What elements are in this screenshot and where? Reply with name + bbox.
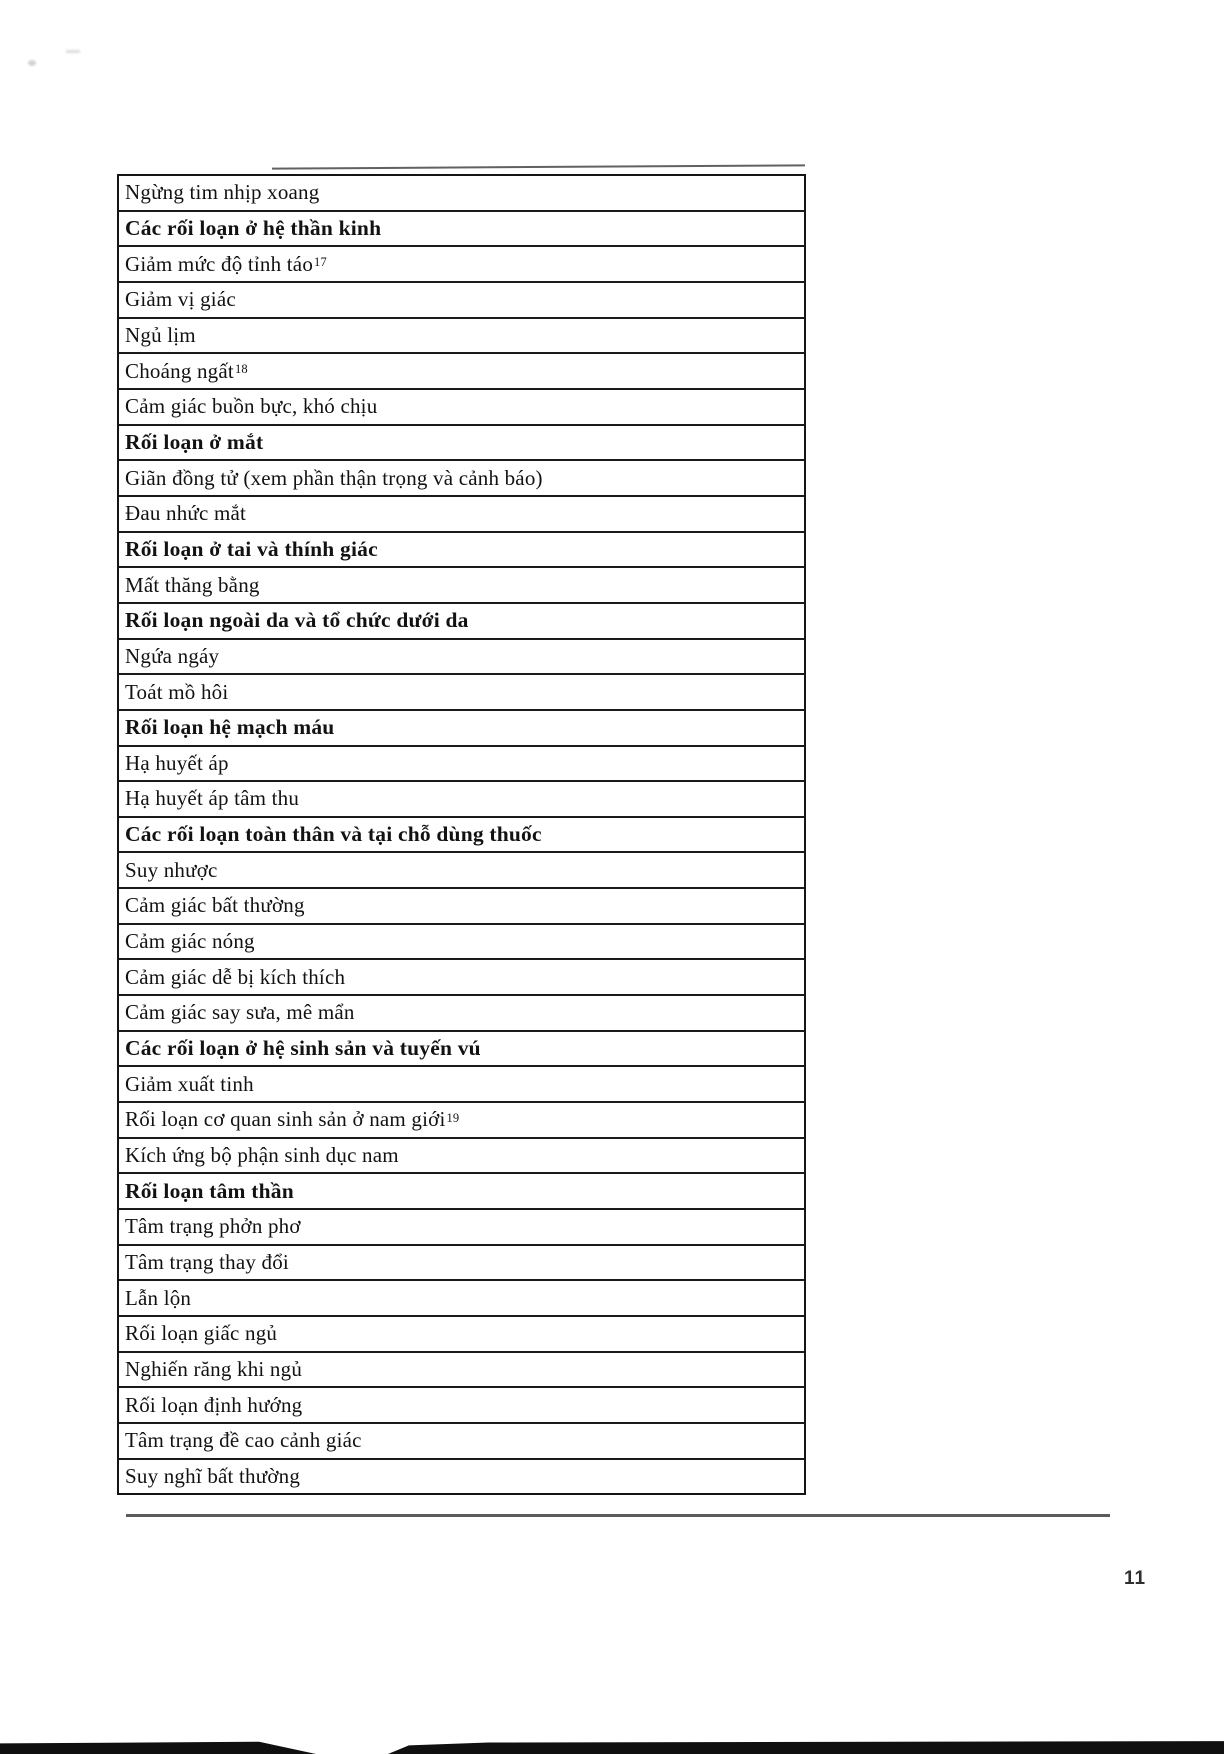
table-row <box>119 319 804 355</box>
table-row <box>119 675 804 711</box>
table-section-header-row <box>119 818 804 854</box>
table-row-text: Toát mồ hôi <box>125 679 229 704</box>
table-row-text: Cảm giác bất thường <box>125 893 305 918</box>
table-row-text: Rối loạn ngoài da và tổ chức dưới da <box>125 608 469 633</box>
table-row <box>119 568 804 604</box>
table-row <box>119 1388 804 1424</box>
table-row-text: Ngủ lịm <box>125 322 196 347</box>
table-row-text: Giảm mức độ tỉnh táo <box>125 251 314 276</box>
table-row-text: Tâm trạng phởn phơ <box>125 1214 301 1239</box>
table-section-header-row <box>119 426 804 462</box>
table-row-text: Rối loạn ở mắt <box>125 429 264 454</box>
table-section-header-row <box>119 212 804 248</box>
table-row <box>119 889 804 925</box>
table-row: Giảm mức độ tỉnh táo $^{17}$ <box>119 247 804 283</box>
scan-band <box>388 1740 1224 1754</box>
table-row <box>119 1139 804 1175</box>
table-row <box>119 782 804 818</box>
scan-smudge <box>28 60 36 66</box>
table-row-text: Cảm giác buồn bực, khó chịu <box>125 394 378 419</box>
table-row-text: Lẫn lộn <box>125 1285 192 1310</box>
table-row-text: Các rối loạn ở hệ sinh sản và tuyến vú <box>125 1036 481 1061</box>
table-row-text: Nghiến răng khi ngủ <box>125 1356 303 1381</box>
table-row <box>119 1067 804 1103</box>
table-row-text: Choáng ngất <box>125 358 234 383</box>
table-row <box>119 1424 804 1460</box>
table-row-text: Ngứa ngáy <box>125 643 220 668</box>
table-section-header-row <box>119 1174 804 1210</box>
page-number: 11 <box>1124 1568 1147 1589</box>
table-row-text: Giảm vị giác <box>125 287 236 312</box>
table-row-text: Rối loạn hệ mạch máu <box>125 715 335 740</box>
table-row-text: Đau nhức mắt <box>125 501 247 526</box>
table-row <box>119 283 804 319</box>
table-row-text: Kích ứng bộ phận sinh dục nam <box>125 1143 399 1168</box>
table-row <box>119 853 804 889</box>
table-row-text: Tâm trạng thay đổi <box>125 1250 289 1275</box>
table-row <box>119 925 804 961</box>
table-row <box>119 640 804 676</box>
table-row: Rối loạn cơ quan sinh sản ở nam giới $^{19}$ <box>119 1103 804 1139</box>
scan-line-artifact <box>272 164 805 169</box>
adverse-reactions-table <box>117 174 806 1495</box>
table-row <box>119 747 804 783</box>
footer-rule <box>126 1514 1110 1517</box>
table-row <box>119 1317 804 1353</box>
table-row <box>119 1353 804 1389</box>
table-row-text: Các rối loạn toàn thân và tại chỗ dùng thuốc <box>125 822 542 847</box>
table-row <box>119 461 804 497</box>
table-row: Choáng ngất $^{18}$ <box>119 354 804 390</box>
scan-smudge <box>66 50 80 53</box>
scan-band <box>0 1741 316 1754</box>
table-row-text: Tâm trạng đề cao cảnh giác <box>125 1428 362 1453</box>
table-row <box>119 390 804 426</box>
table-row <box>119 1281 804 1317</box>
table-row <box>119 996 804 1032</box>
table-row-text: Cảm giác dễ bị kích thích <box>125 964 346 989</box>
table-row-text: Suy nhược <box>125 857 218 882</box>
table-section-header-row <box>119 711 804 747</box>
table-row-text: Rối loạn tâm thần <box>125 1178 294 1203</box>
table-row-text: Cảm giác nóng <box>125 929 255 954</box>
table-row-text: Ngừng tim nhịp xoang <box>125 180 320 205</box>
table-row-text: Rối loạn định hướng <box>125 1392 303 1417</box>
table-row-text: Rối loạn giấc ngủ <box>125 1321 278 1346</box>
table-section-header-row <box>119 1032 804 1068</box>
table-row <box>119 1210 804 1246</box>
table-row-text: Hạ huyết áp <box>125 750 229 775</box>
table-row <box>119 1460 804 1494</box>
table-row-text: Giãn đồng tử (xem phần thận trọng và cảnh báo) <box>125 465 543 490</box>
table-row-text: Giảm xuất tinh <box>125 1071 254 1096</box>
table-row-text: Hạ huyết áp tâm thu <box>125 786 300 811</box>
table-row-text: Cảm giác say sưa, mê mẩn <box>125 1000 355 1025</box>
table-row <box>119 176 804 212</box>
table-row <box>119 1246 804 1282</box>
table-section-header-row <box>119 604 804 640</box>
table-section-header-row <box>119 533 804 569</box>
table-row-text: Mất thăng bằng <box>125 572 260 597</box>
table-row <box>119 960 804 996</box>
table-row-text: Các rối loạn ở hệ thần kinh <box>125 215 382 240</box>
table-row-text: Rối loạn cơ quan sinh sản ở nam giới <box>125 1107 446 1132</box>
table-row <box>119 497 804 533</box>
table-row-text: Rối loạn ở tai và thính giác <box>125 536 378 561</box>
table-row-text: Suy nghĩ bất thường <box>125 1463 301 1488</box>
